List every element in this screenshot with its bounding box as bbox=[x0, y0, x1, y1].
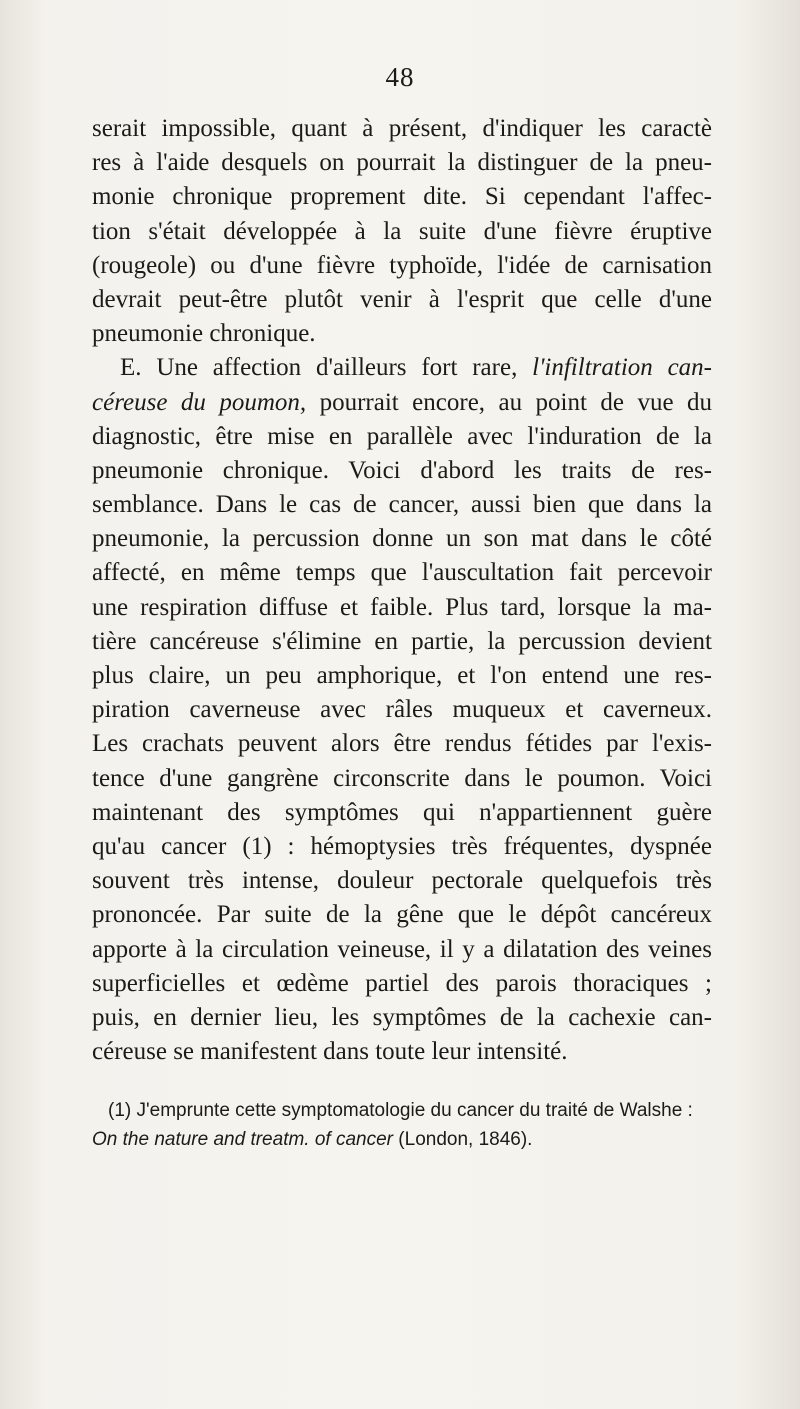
text-line: pneumonie chronique. Voici d'abord les traits de res- bbox=[92, 456, 712, 484]
text-line bbox=[92, 386, 712, 420]
text-line: plus claire, un peu amphorique, et l'on entend une res- bbox=[92, 662, 712, 689]
text-line: prononcée. Par suite de la gêne que le dépôt cancéreux bbox=[92, 901, 712, 929]
text-line: superficielles et œdème partiel des parois thoraciques ; bbox=[92, 969, 712, 997]
text-line: céreuse se manifestent dans toute leur intensité. bbox=[92, 1038, 568, 1066]
text-line: pneumonie chronique. bbox=[92, 320, 316, 348]
footnote-line bbox=[92, 1125, 712, 1154]
text-line: diagnostic, être mise en parallèle avec l'induration de la bbox=[92, 422, 712, 450]
text-line bbox=[92, 351, 712, 385]
text-line: devrait peut-être plutôt venir à l'esprit que celle d'une bbox=[92, 285, 712, 313]
text-line: piration caverneuse avec râles muqueux et caverneux. bbox=[92, 696, 712, 724]
text-line: semblance. Dans le cas de cancer, aussi bien que dans la bbox=[92, 491, 712, 519]
text-line: apporte à la circulation veineuse, il y a dilatation des veines bbox=[92, 935, 712, 963]
text-line: qu'au cancer (1) : hémoptysies très fréquentes, dyspnée bbox=[92, 832, 712, 860]
italic-term: l'infiltration can- bbox=[532, 354, 712, 382]
text-run: E. Une affection d'ailleurs fort rare, bbox=[120, 354, 533, 382]
text-line: Les crachats peuvent alors être rendus fétides par l'exis- bbox=[92, 730, 712, 758]
text-line: tion s'était développée à la suite d'une fièvre éruptive bbox=[92, 217, 712, 245]
text-line: tière cancéreuse s'élimine en partie, la percussion devient bbox=[92, 627, 712, 655]
text-line: pneumonie, la percussion donne un son mat dans le côté bbox=[92, 525, 712, 553]
footnote-line: (1) J'emprunte cette symptomatologie du cancer du traité de Walshe : bbox=[108, 1100, 693, 1121]
text-line: puis, en dernier lieu, les symptômes de la cachexie can- bbox=[92, 1003, 712, 1031]
italic-title: On the nature and treatm. of cancer bbox=[92, 1129, 394, 1150]
italic-term: céreuse du poumon, bbox=[92, 388, 307, 416]
text-line: tence d'une gangrène circonscrite dans le poumon. Voici bbox=[92, 764, 712, 792]
text-line: souvent très intense, douleur pectorale quelquefois très bbox=[92, 867, 712, 895]
page-number: 48 bbox=[385, 62, 415, 92]
text-run: (London, 1846). bbox=[393, 1129, 533, 1150]
text-line: affecté, en même temps que l'auscultation fait percevoir bbox=[92, 559, 712, 587]
text-line: (rougeole) ou d'une fièvre typhoïde, l'idée de carnisation bbox=[92, 251, 712, 279]
text-run: pourrait encore, au point de vue du bbox=[306, 388, 712, 416]
text-line: res à l'aide desquels on pourrait la distinguer de la pneu- bbox=[92, 149, 712, 177]
text-line: une respiration diffuse et faible. Plus tard, lorsque la ma- bbox=[92, 593, 712, 621]
text-line: serait impossible, quant à présent, d'indiquer les caractè bbox=[92, 115, 712, 142]
footnote bbox=[92, 1096, 712, 1154]
body-text bbox=[92, 112, 712, 1069]
text-line: monie chronique proprement dite. Si cependant l'affec- bbox=[92, 183, 712, 211]
text-line: maintenant des symptômes qui n'appartiennent guère bbox=[92, 798, 712, 826]
